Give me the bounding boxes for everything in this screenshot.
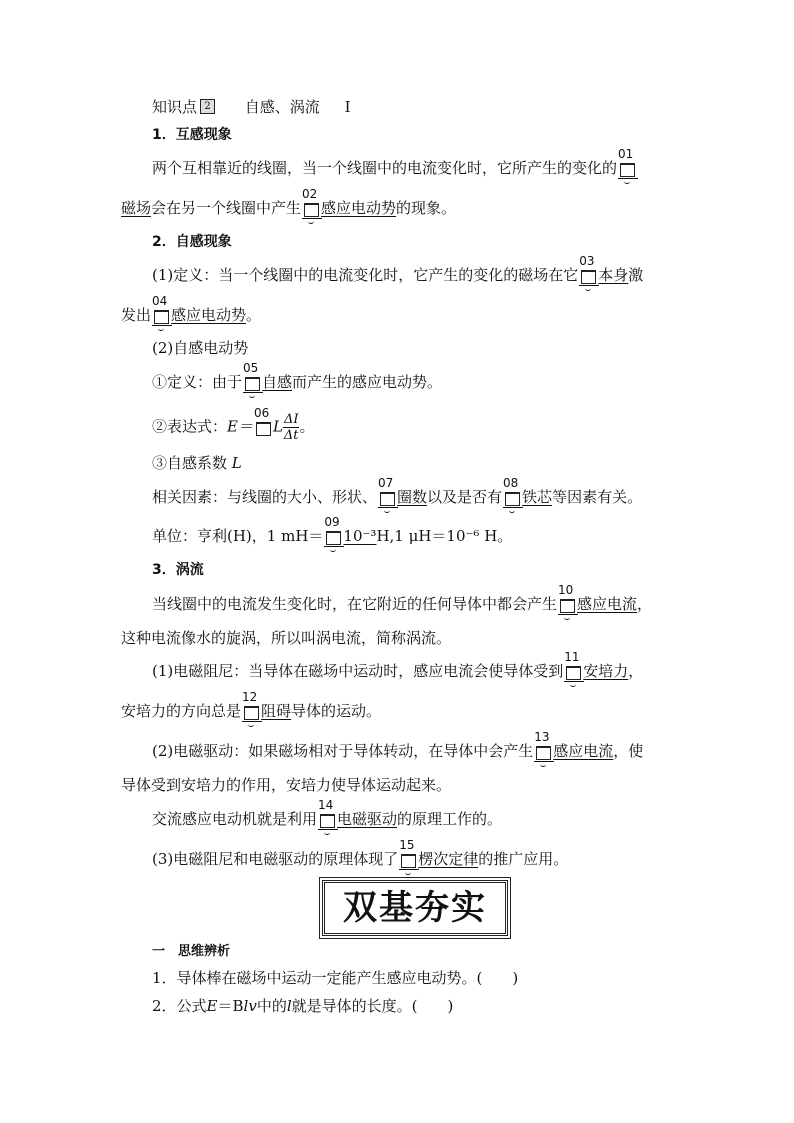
blank-14 [318, 798, 336, 827]
blank-number: 11 [564, 650, 580, 664]
blank-number: 05 [243, 361, 259, 375]
text: ， [628, 662, 644, 680]
answer-12: 阻碍 [261, 702, 292, 720]
s2-factors [152, 476, 643, 507]
text: 当线圈中的电流发生变化时，在它附近的任何导体中都会产生 [152, 595, 558, 613]
answer-03: 本身 [598, 266, 629, 284]
text: (1)定义：当一个线圈中的电流变化时，它产生的变化的磁场在它 [152, 266, 579, 284]
blank-09 [324, 515, 342, 544]
text: 导体的运动。 [291, 702, 382, 720]
blank-underline [618, 178, 638, 179]
fraction-numerator: ΔI [283, 412, 299, 427]
blank-mark [249, 394, 255, 398]
knowledge-point-header [152, 97, 351, 117]
blank-06 [253, 405, 272, 435]
symbol-l: L [231, 454, 242, 472]
blank-05 [243, 361, 261, 390]
blank-number: 12 [242, 690, 258, 704]
blank-number: 14 [318, 798, 334, 812]
answer-13: 感应电流 [553, 742, 614, 760]
text: 2．公式 [152, 997, 207, 1015]
section-1-title: 1．互感现象 [152, 127, 232, 143]
text: ①定义：由于 [152, 373, 243, 391]
blank-mark [570, 683, 576, 687]
fraction [283, 412, 300, 443]
blank-underline [564, 681, 584, 682]
blank-number: 04 [152, 294, 168, 308]
blank-box [505, 492, 520, 506]
blank-underline [579, 285, 599, 286]
blank-box [380, 492, 395, 506]
answer-05: 自感 [262, 373, 293, 391]
text: 。 [299, 417, 315, 436]
blank-box [566, 666, 581, 680]
blank-box [326, 531, 341, 545]
kp-prefix: 知识点 [152, 98, 198, 116]
blank-15 [399, 838, 417, 867]
blank-number: 08 [503, 476, 519, 490]
text: ＝B [217, 997, 244, 1015]
text: (1)电磁阻尼：当导体在磁场中运动时，感应电流会使导体受到 [152, 662, 564, 680]
kp-title: 自感、涡流 [244, 98, 320, 116]
section-banner: 双基夯实 [322, 880, 508, 936]
symbol-lv: lv [243, 997, 257, 1015]
answer-07: 圈数 [397, 488, 428, 506]
s1-paragraph-line1 [152, 147, 637, 178]
blank-underline [558, 614, 578, 615]
blank-mark [384, 509, 390, 513]
s3-drive-line2: 导体受到安培力的作用，安培力使导体运动起来。 [121, 776, 452, 794]
answer-10: 感应电流 [577, 595, 638, 613]
section-2-title: 2．自感现象 [152, 234, 232, 250]
text: ②表达式： [152, 417, 228, 436]
blank-box [244, 706, 259, 720]
text: (3)电磁阻尼和电磁驱动的原理体现了 [152, 850, 399, 868]
s2-emf-title: (2)自感电动势 [152, 339, 249, 357]
blank-mark [158, 327, 164, 331]
blank-box [304, 203, 319, 217]
answer-15: 楞次定律 [418, 850, 479, 868]
blank-number: 10 [558, 583, 574, 597]
blank-number: 01 [618, 147, 634, 161]
blank-underline [302, 218, 322, 219]
text: 。 [246, 306, 262, 324]
kp-level: Ⅰ [344, 98, 351, 116]
blank-number: 03 [579, 254, 595, 268]
s3-paragraph-line1 [152, 583, 653, 614]
answer-02: 感应电动势 [321, 199, 397, 217]
blank-07 [378, 476, 396, 505]
blank-underline [399, 869, 419, 870]
text: 安培力的方向总是 [121, 702, 242, 720]
text: 而产生的感应电动势。 [292, 373, 443, 391]
s2-emf-expression [152, 405, 315, 443]
fraction-denominator: Δt [283, 428, 299, 443]
blank-underline [503, 507, 523, 508]
blank-underline [243, 392, 263, 393]
symbol-e: E＝ [227, 417, 253, 436]
blank-box [620, 163, 635, 177]
blank-03 [579, 254, 597, 283]
text: 的现象。 [396, 199, 457, 217]
text: H,1 μH＝10⁻⁶ H。 [376, 527, 513, 545]
blank-mark [405, 871, 411, 875]
blank-box [581, 270, 596, 284]
s2-emf-def [152, 361, 443, 392]
blank-10 [558, 583, 576, 612]
answer-11: 安培力 [583, 662, 629, 680]
s2-coef-title [152, 453, 242, 473]
blank-number: 07 [378, 476, 394, 490]
blank-underline [152, 325, 172, 326]
blank-mark [324, 831, 330, 835]
blank-13 [534, 730, 552, 759]
s3-paragraph-line2: 这种电流像水的旋涡，所以叫涡电流，简称涡流。 [121, 629, 452, 647]
blank-underline [324, 546, 344, 547]
blank-01 [618, 147, 636, 176]
symbol-l: l [286, 997, 292, 1015]
blank-mark [585, 287, 591, 291]
text: ③自感系数 [152, 454, 228, 472]
blank-box [401, 854, 416, 868]
blank-box [320, 814, 335, 828]
s3-drive-line1 [152, 730, 644, 761]
blank-underline [318, 829, 338, 830]
blank-box [245, 377, 260, 391]
text: 就是导体的长度。( ) [291, 997, 454, 1015]
symbol-e: E [206, 997, 218, 1015]
answer-09: 10⁻³ [343, 527, 377, 545]
blank-box [536, 746, 551, 760]
blank-04 [152, 294, 170, 323]
text: 发出 [121, 306, 152, 324]
blank-08 [503, 476, 521, 505]
blank-mark [540, 763, 546, 767]
section-3-title: 3．涡流 [152, 562, 204, 578]
text: 的推广应用。 [478, 850, 569, 868]
text: 等因素有关。 [552, 488, 643, 506]
s2-def-line2 [121, 294, 262, 325]
blank-number: 09 [324, 515, 340, 529]
text: 中的 [256, 997, 287, 1015]
s2-def-line1 [152, 254, 644, 285]
text: ，使 [613, 742, 644, 760]
text: 激 [628, 266, 644, 284]
question-1: 1．导体棒在磁场中运动一定能产生感应电动势。( ) [152, 969, 519, 987]
blank-number: 15 [399, 838, 415, 852]
blank-02 [302, 187, 320, 216]
blank-underline [242, 721, 262, 722]
text: ， [637, 595, 653, 613]
blank-number: 02 [302, 187, 318, 201]
answer-01: 磁场 [121, 199, 152, 217]
s2-unit [152, 515, 513, 546]
answer-08: 铁芯 [522, 488, 553, 506]
blank-box [154, 310, 169, 324]
blank-12 [242, 690, 260, 719]
text: 相关因素：与线圈的大小、形状、 [152, 488, 378, 506]
blank-mark [308, 220, 314, 224]
blank-11 [564, 650, 582, 679]
symbol-l: L [272, 417, 283, 436]
blank-mark [564, 616, 570, 620]
blank-mark [330, 548, 336, 552]
s1-paragraph-line2 [121, 187, 457, 218]
blank-underline [534, 761, 554, 762]
blank-mark [624, 180, 630, 184]
s3-motor [152, 798, 503, 829]
kp-badge: 2 [200, 99, 215, 114]
text: 交流感应电动机就是利用 [152, 810, 318, 828]
blank-number: 13 [534, 730, 550, 744]
text: 两个互相靠近的线圈，当一个线圈中的电流变化时，它所产生的变化的 [152, 159, 618, 177]
blank-box [560, 599, 575, 613]
s3-damping-line2 [121, 690, 382, 721]
text: 以及是否有 [427, 488, 503, 506]
text: 会在另一个线圈中产生 [151, 199, 302, 217]
s3-principle [152, 838, 569, 869]
s3-damping-line1 [152, 650, 644, 681]
blank-box [256, 422, 271, 436]
text: (2)电磁驱动：如果磁场相对于导体转动，在导体中会产生 [152, 742, 534, 760]
answer-14: 电磁驱动 [337, 810, 398, 828]
text: 的原理工作的。 [397, 810, 503, 828]
text: 单位：亨利(H)，1 mH＝ [152, 527, 324, 545]
question-2 [152, 996, 453, 1016]
blank-underline [378, 507, 398, 508]
thinking-title: 一 思维辨析 [152, 944, 231, 959]
blank-mark [248, 723, 254, 727]
blank-number: 06 [253, 405, 270, 420]
answer-04: 感应电动势 [171, 306, 247, 324]
blank-mark [509, 509, 515, 513]
